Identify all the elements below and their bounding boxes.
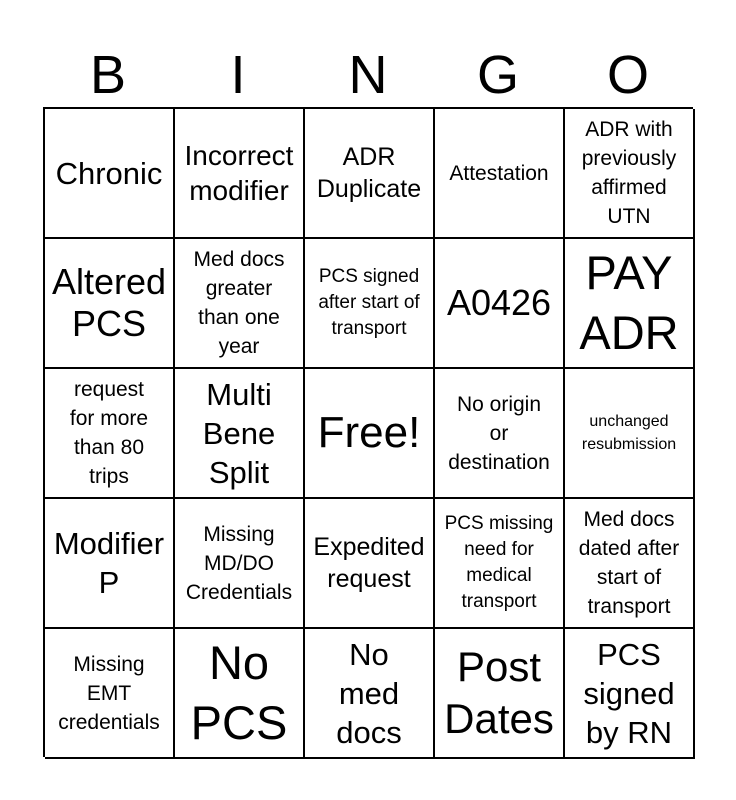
- cell-text: Attestation: [449, 161, 549, 185]
- bingo-cell-r4-c4[interactable]: [435, 499, 565, 629]
- cell-text: Missing MD/DO Credentials: [185, 522, 293, 604]
- header-letter-i: I: [230, 45, 246, 105]
- cell-text: PCS signed after start of transport: [318, 266, 420, 339]
- cell-text: ADR Duplicate: [316, 143, 422, 203]
- cell-text: Missing EMT credentials: [58, 652, 160, 734]
- bingo-cell-r1-c2[interactable]: [175, 109, 305, 239]
- cell-text: Free!: [317, 408, 421, 457]
- cell-text: Modifier P: [53, 526, 165, 600]
- bingo-cell-r3-c4[interactable]: [435, 369, 565, 499]
- cell-text: Altered PCS: [51, 261, 167, 344]
- bingo-cell-r5-c1[interactable]: [45, 629, 175, 759]
- bingo-cell-r2-c2[interactable]: [175, 239, 305, 369]
- bingo-cell-r3-c1[interactable]: [45, 369, 175, 499]
- cell-text: Incorrect modifier: [184, 140, 294, 206]
- bingo-cell-r1-c5[interactable]: [565, 109, 695, 239]
- cell-text: No med docs: [336, 636, 402, 750]
- cell-text: Expedited request: [313, 533, 425, 593]
- bingo-cell-r3-c5[interactable]: [565, 369, 695, 499]
- cell-text: Post Dates: [444, 643, 554, 742]
- bingo-cell-r1-c4[interactable]: [435, 109, 565, 239]
- bingo-cell-r2-c5[interactable]: [565, 239, 695, 369]
- bingo-cell-r5-c5[interactable]: [565, 629, 695, 759]
- cell-text: No origin or destination: [448, 392, 550, 474]
- bingo-cell-r4-c2[interactable]: [175, 499, 305, 629]
- cell-text: PCS signed by RN: [583, 636, 675, 750]
- cell-text: unchanged resubmission: [581, 413, 677, 453]
- cell-text: A0426: [446, 282, 552, 323]
- bingo-cell-r2-c4[interactable]: [435, 239, 565, 369]
- bingo-cell-r1-c1[interactable]: [45, 109, 175, 239]
- bingo-cell-r4-c1[interactable]: [45, 499, 175, 629]
- bingo-cell-r4-c5[interactable]: [565, 499, 695, 629]
- bingo-board: [43, 107, 693, 757]
- cell-text: Multi Bene Split: [202, 376, 276, 490]
- bingo-cell-r2-c1[interactable]: [45, 239, 175, 369]
- bingo-cell-r1-c3[interactable]: [305, 109, 435, 239]
- bingo-cell-r5-c4[interactable]: [435, 629, 565, 759]
- bingo-cell-r5-c2[interactable]: [175, 629, 305, 759]
- cell-text: No PCS: [190, 636, 288, 749]
- header-letter-b: B: [89, 45, 127, 105]
- header-letter-g: G: [476, 45, 519, 105]
- bingo-cell-r3-c3[interactable]: [305, 369, 435, 499]
- cell-text: PCS missing need for medical transport: [444, 513, 554, 612]
- header-letter-n: N: [348, 45, 388, 105]
- cell-text: ADR with previously affirmed UTN: [581, 118, 677, 228]
- cell-text: request for more than 80 trips: [69, 378, 149, 488]
- bingo-cell-r4-c3[interactable]: [305, 499, 435, 629]
- cell-text: Med docs greater than one year: [193, 248, 285, 358]
- bingo-cell-r3-c2[interactable]: [175, 369, 305, 499]
- cell-text: Chronic: [55, 155, 163, 191]
- bingo-cell-r2-c3[interactable]: [305, 239, 435, 369]
- cell-text: Med docs dated after start of transport: [578, 508, 680, 618]
- bingo-cell-r5-c3[interactable]: [305, 629, 435, 759]
- cell-text: PAY ADR: [579, 246, 679, 359]
- header-letter-o: O: [606, 45, 649, 105]
- bingo-header: [43, 42, 693, 108]
